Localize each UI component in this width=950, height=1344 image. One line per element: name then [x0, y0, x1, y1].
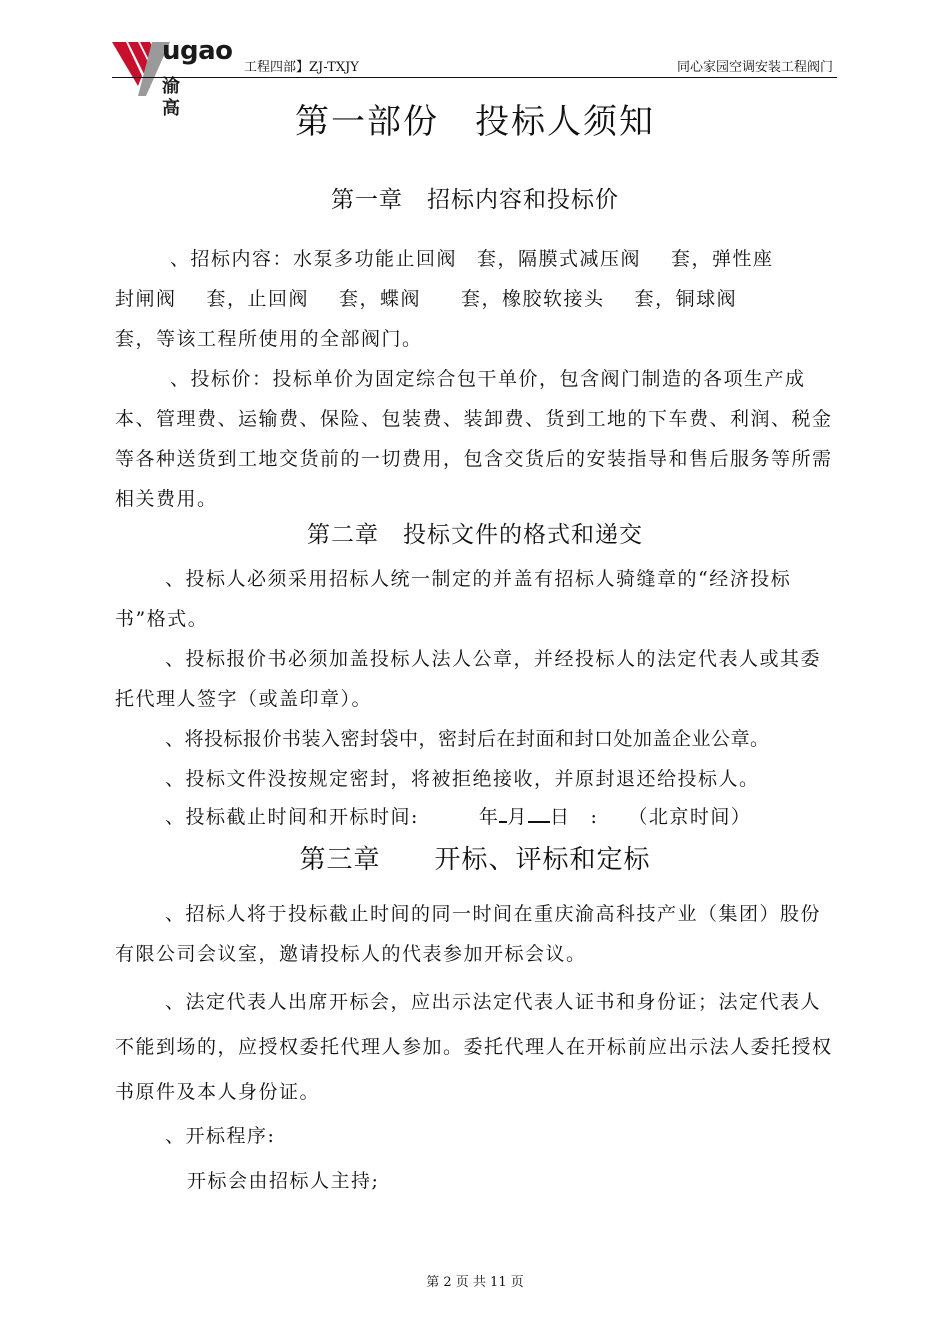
chapter-1-item-2 — [115, 359, 840, 519]
chapter-2-item-3 — [115, 719, 840, 759]
deadline-year: 年 — [478, 806, 500, 828]
item-text: 开标会由招标人主持; — [187, 1170, 380, 1192]
page-footer: 第 2 页 共 11 页 — [426, 1275, 524, 1290]
header-right-text: 同心家园空调安装工程阀门 — [676, 60, 833, 75]
item-text: 、招标内容：水泵多功能止回阀 — [170, 248, 458, 270]
chapter-3-item-3 — [115, 1116, 840, 1156]
chapter-1-heading: 第一章 招标内容和投标价 — [331, 187, 619, 213]
item-text: 、法定代表人出席开标会，应出示法定代表人证书和身份证；法定代表人不能到场的，应授权委托代理人参加。委托代理人在开标前应出示法人委托授权书原件及本人身份证。 — [115, 991, 833, 1103]
item-text: 套，橡胶软接头 — [461, 288, 605, 310]
logo-chinese: 渝高 — [162, 76, 206, 119]
deadline-day: 日 — [549, 806, 571, 828]
item-text: 套，蝶阀 — [339, 288, 422, 310]
chapter-1-item-1 — [115, 239, 840, 359]
chapter-2-heading: 第二章 投标文件的格式和递交 — [307, 522, 643, 548]
chapter-2-item-2 — [115, 639, 840, 719]
chapter-3-item-2 — [115, 980, 840, 1115]
item-text: 、将投标报价书装入密封袋中，密封后在封面和封口处加盖企业公章。 — [165, 728, 770, 750]
item-text: 、投标截止时间和开标时间: — [165, 806, 419, 828]
header-rule — [112, 77, 837, 78]
header-left-text: 工程四部】ZJ-TXJY — [244, 60, 359, 75]
item-text: 套，铜球阀 — [634, 288, 738, 310]
item-text: 套，隔膜式减压阀 — [477, 248, 642, 270]
chapter-3-item-1 — [115, 894, 840, 974]
item-text: 、投标报价书必须加盖投标人法人公章，并经投标人的法定代表人或其委托代理人签字（或盖印章）。 — [115, 648, 822, 710]
item-text: 封闸阀 — [115, 288, 177, 310]
item-text: 、招标人将于投标截止时间的同一时间在重庆渝高科技产业（集团）股份有限公司会议室，邀请投标人的代表参加开标会议。 — [115, 903, 822, 965]
chapter-2-item-1 — [115, 559, 840, 639]
item-text: 、投标价：投标单价为固定综合包干单价，包含阀门制造的各项生产成本、管理费、运输费、保险、包装费、装卸费、货到工地的下车费、利润、税金等各种送货到工地交货前的一切费用，包含交货后的安装指导和售后服务等所需相关费用。 — [115, 368, 833, 510]
item-text: 、开标程序: — [165, 1125, 276, 1147]
logo-wordmark: ugao — [162, 36, 233, 66]
company-logo — [112, 36, 242, 119]
chapter-3-heading: 第三章 开标、评标和定标 — [299, 845, 651, 875]
deadline-time: : — [590, 806, 599, 828]
item-text: 、投标人必须采用招标人统一制定的并盖有招标人骑缝章的“经济投标书”格式。 — [115, 568, 792, 630]
chapter-2-item-4 — [115, 759, 840, 799]
item-text: 、投标文件没按规定密封，将被拒绝接收，并原封退还给投标人。 — [165, 768, 760, 790]
chapter-3-item-4 — [115, 1161, 840, 1201]
item-text: 套，弹性座 — [671, 248, 774, 270]
deadline-month: 月 — [507, 806, 528, 828]
page-title: 第一部份 投标人须知 — [295, 102, 655, 142]
item-text: 套，止回阀 — [206, 288, 310, 310]
item-text: 套，等该工程所使用的全部阀门。 — [115, 328, 423, 350]
chapter-2-item-5 — [115, 797, 840, 837]
deadline-timezone: （北京时间） — [628, 806, 752, 828]
